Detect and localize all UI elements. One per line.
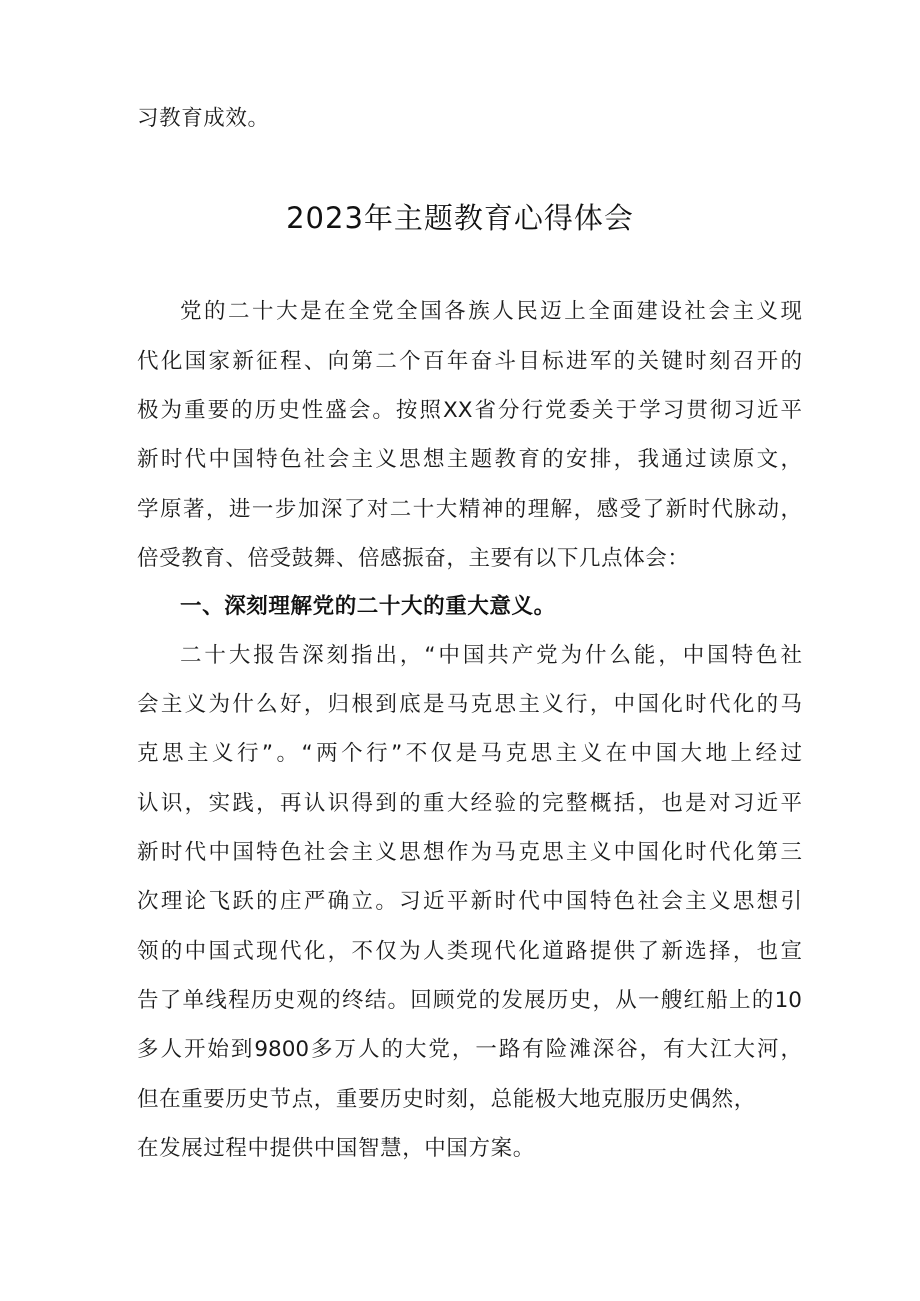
body-line: 次理论飞跃的庄严确立。习近平新时代中国特色社会主义思想引 <box>137 889 802 914</box>
intro-line: 党的二十大是在全党全国各族人民迈上全面建设社会主义现 <box>180 299 802 324</box>
body-line: 告了单线程历史观的终结。回顾党的发展历史，从一艘红船上的10 <box>137 988 802 1013</box>
intro-line: 代化国家新征程、向第二个百年奋斗目标进军的关键时刻召开的 <box>137 349 802 374</box>
body-line: 认识，实践，再认识得到的重大经验的完整概括，也是对习近平 <box>137 791 802 816</box>
intro-line: 新时代中国特色社会主义思想主题教育的安排，我通过读原文， <box>137 447 802 472</box>
body-line: 克思主义行”。“两个行”不仅是马克思主义在中国大地上经过 <box>137 741 802 766</box>
intro-line: 倍受教育、倍受鼓舞、倍感振奋，主要有以下几点体会： <box>137 546 690 571</box>
body-line: 新时代中国特色社会主义思想作为马克思主义中国化时代化第三 <box>137 840 802 865</box>
body-line: 多人开始到9800多万人的大党，一路有险滩深谷，有大江大河， <box>137 1037 802 1062</box>
intro-line: 极为重要的历史性盛会。按照XX省分行党委关于学习贯彻习近平 <box>137 398 802 423</box>
document-title: 2023年主题教育心得体会 <box>286 201 634 235</box>
continuation-text: 习教育成效。 <box>137 106 270 131</box>
body-line: 领的中国式现代化，不仅为人类现代化道路提供了新选择，也宣 <box>137 939 802 964</box>
body-line: 在发展过程中提供中国智慧，中国方案。 <box>137 1136 535 1161</box>
body-line: 但在重要历史节点，重要历史时刻，总能极大地克服历史偶然， <box>137 1087 756 1112</box>
section-heading: 一、深刻理解党的二十大的重大意义。 <box>180 594 556 619</box>
intro-line: 学原著，进一步加深了对二十大精神的理解，感受了新时代脉动， <box>137 497 802 522</box>
body-line: 二十大报告深刻指出，“中国共产党为什么能，中国特色社 <box>180 643 802 668</box>
body-line: 会主义为什么好，归根到底是马克思主义行，中国化时代化的马 <box>137 692 802 717</box>
